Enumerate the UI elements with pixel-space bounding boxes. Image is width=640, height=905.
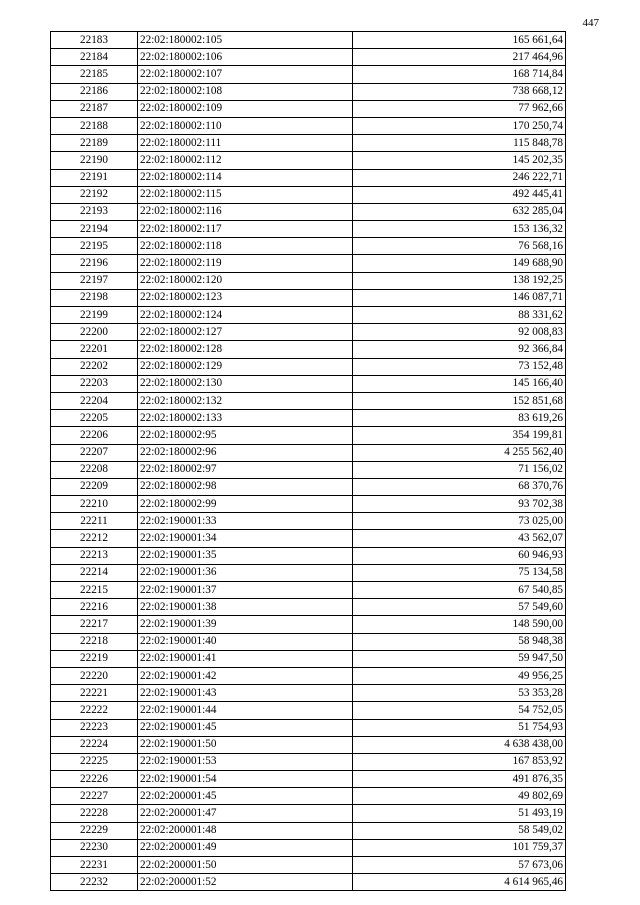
cadastral-number-cell: 22:02:180002:120: [138, 272, 353, 289]
cadastral-value-cell: 51 754,93: [353, 719, 566, 736]
row-number-cell: 22209: [51, 478, 138, 495]
cadastral-number-cell: 22:02:200001:47: [138, 805, 353, 822]
cadastral-number-cell: 22:02:180002:123: [138, 289, 353, 306]
cadastral-number-cell: 22:02:190001:43: [138, 685, 353, 702]
cadastral-number-cell: 22:02:180002:129: [138, 358, 353, 375]
table-row: [51, 203, 566, 220]
table-row: [51, 169, 566, 186]
row-number-cell: 22228: [51, 805, 138, 822]
row-number-cell: 22195: [51, 238, 138, 255]
row-number-cell: 22208: [51, 461, 138, 478]
row-number-cell: 22231: [51, 857, 138, 874]
table-row: [51, 702, 566, 719]
cadastral-number-cell: 22:02:180002:130: [138, 375, 353, 392]
row-number-cell: 22188: [51, 117, 138, 134]
cadastral-value-cell: 138 192,25: [353, 272, 566, 289]
cadastral-value-cell: 146 087,71: [353, 289, 566, 306]
table-row: [51, 66, 566, 83]
table-row: [51, 633, 566, 650]
table-row: [51, 100, 566, 117]
cadastral-number-cell: 22:02:190001:38: [138, 599, 353, 616]
cadastral-value-cell: 73 152,48: [353, 358, 566, 375]
cadastral-number-cell: 22:02:190001:53: [138, 753, 353, 770]
cadastral-number-cell: 22:02:180002:116: [138, 203, 353, 220]
cadastral-number-cell: 22:02:190001:42: [138, 667, 353, 684]
cadastral-number-cell: 22:02:180002:128: [138, 341, 353, 358]
table-row: [51, 582, 566, 599]
cadastral-number-cell: 22:02:190001:44: [138, 702, 353, 719]
table-row: [51, 874, 566, 891]
cadastral-number-cell: 22:02:180002:107: [138, 66, 353, 83]
cadastral-number-cell: 22:02:190001:35: [138, 547, 353, 564]
cadastral-value-cell: 246 222,71: [353, 169, 566, 186]
cadastral-number-cell: 22:02:200001:48: [138, 822, 353, 839]
row-number-cell: 22232: [51, 874, 138, 891]
cadastral-number-cell: 22:02:180002:127: [138, 324, 353, 341]
cadastral-number-cell: 22:02:180002:111: [138, 135, 353, 152]
cadastral-number-cell: 22:02:200001:45: [138, 788, 353, 805]
row-number-cell: 22203: [51, 375, 138, 392]
cadastral-number-cell: 22:02:200001:49: [138, 839, 353, 856]
table-row: [51, 719, 566, 736]
table-row: [51, 444, 566, 461]
cadastral-number-cell: 22:02:190001:39: [138, 616, 353, 633]
table-row: [51, 272, 566, 289]
cadastral-number-cell: 22:02:180002:110: [138, 117, 353, 134]
cadastral-value-cell: 92 366,84: [353, 341, 566, 358]
cadastral-number-cell: 22:02:180002:119: [138, 255, 353, 272]
cadastral-number-cell: 22:02:180002:112: [138, 152, 353, 169]
table-row: [51, 238, 566, 255]
cadastral-number-cell: 22:02:190001:37: [138, 582, 353, 599]
table-row: [51, 530, 566, 547]
cadastral-value-cell: 59 947,50: [353, 650, 566, 667]
table-row: [51, 358, 566, 375]
row-number-cell: 22202: [51, 358, 138, 375]
row-number-cell: 22217: [51, 616, 138, 633]
row-number-cell: 22201: [51, 341, 138, 358]
row-number-cell: 22213: [51, 547, 138, 564]
cadastral-number-cell: 22:02:180002:106: [138, 49, 353, 66]
cadastral-number-cell: 22:02:180002:99: [138, 496, 353, 513]
table-row: [51, 771, 566, 788]
table-row: [51, 616, 566, 633]
cadastral-number-cell: 22:02:180002:115: [138, 186, 353, 203]
cadastral-number-cell: 22:02:190001:41: [138, 650, 353, 667]
table-row: [51, 805, 566, 822]
row-number-cell: 22206: [51, 427, 138, 444]
row-number-cell: 22227: [51, 788, 138, 805]
cadastral-number-cell: 22:02:190001:40: [138, 633, 353, 650]
cadastral-value-cell: 76 568,16: [353, 238, 566, 255]
cadastral-value-cell: 632 285,04: [353, 203, 566, 220]
row-number-cell: 22185: [51, 66, 138, 83]
table-row: [51, 117, 566, 134]
row-number-cell: 22212: [51, 530, 138, 547]
cadastral-value-cell: 93 702,38: [353, 496, 566, 513]
cadastral-value-cell: 60 946,93: [353, 547, 566, 564]
cadastral-value-cell: 148 590,00: [353, 616, 566, 633]
cadastral-value-cell: 92 008,83: [353, 324, 566, 341]
cadastral-value-cell: 738 668,12: [353, 83, 566, 100]
table-row: [51, 461, 566, 478]
cadastral-value-cell: 145 166,40: [353, 375, 566, 392]
cadastral-value-cell: 71 156,02: [353, 461, 566, 478]
row-number-cell: 22193: [51, 203, 138, 220]
cadastral-number-cell: 22:02:190001:33: [138, 513, 353, 530]
table-row: [51, 186, 566, 203]
cadastral-number-cell: 22:02:190001:34: [138, 530, 353, 547]
cadastral-number-cell: 22:02:180002:124: [138, 307, 353, 324]
table-row: [51, 49, 566, 66]
cadastral-value-cell: 58 948,38: [353, 633, 566, 650]
table-row: [51, 307, 566, 324]
table-row: [51, 152, 566, 169]
cadastral-value-cell: 170 250,74: [353, 117, 566, 134]
cadastral-value-cell: 73 025,00: [353, 513, 566, 530]
cadastral-value-cell: 4 255 562,40: [353, 444, 566, 461]
cadastral-value-cell: 77 962,66: [353, 100, 566, 117]
table-row: [51, 135, 566, 152]
row-number-cell: 22191: [51, 169, 138, 186]
row-number-cell: 22215: [51, 582, 138, 599]
row-number-cell: 22214: [51, 564, 138, 581]
table-row: [51, 857, 566, 874]
cadastral-value-cell: 145 202,35: [353, 152, 566, 169]
row-number-cell: 22192: [51, 186, 138, 203]
row-number-cell: 22190: [51, 152, 138, 169]
cadastral-number-cell: 22:02:180002:105: [138, 32, 353, 49]
cadastral-value-cell: 57 549,60: [353, 599, 566, 616]
row-number-cell: 22210: [51, 496, 138, 513]
row-number-cell: 22198: [51, 289, 138, 306]
row-number-cell: 22225: [51, 753, 138, 770]
cadastral-number-cell: 22:02:180002:108: [138, 83, 353, 100]
cadastral-number-cell: 22:02:190001:45: [138, 719, 353, 736]
cadastral-number-cell: 22:02:200001:52: [138, 874, 353, 891]
row-number-cell: 22183: [51, 32, 138, 49]
cadastral-value-cell: 149 688,90: [353, 255, 566, 272]
cadastral-value-cell: 115 848,78: [353, 135, 566, 152]
row-number-cell: 22219: [51, 650, 138, 667]
table-row: [51, 547, 566, 564]
page-number: 447: [582, 17, 599, 29]
cadastral-value-cell: 153 136,32: [353, 221, 566, 238]
row-number-cell: 22199: [51, 307, 138, 324]
table-row: [51, 221, 566, 238]
row-number-cell: 22224: [51, 736, 138, 753]
cadastral-value-cell: 88 331,62: [353, 307, 566, 324]
cadastral-number-cell: 22:02:180002:109: [138, 100, 353, 117]
cadastral-value-cell: 54 752,05: [353, 702, 566, 719]
cadastral-value-cell: 51 493,19: [353, 805, 566, 822]
table-row: [51, 410, 566, 427]
cadastral-number-cell: 22:02:190001:54: [138, 771, 353, 788]
row-number-cell: 22211: [51, 513, 138, 530]
row-number-cell: 22200: [51, 324, 138, 341]
row-number-cell: 22186: [51, 83, 138, 100]
table-row: [51, 341, 566, 358]
row-number-cell: 22226: [51, 771, 138, 788]
cadastral-value-cell: 168 714,84: [353, 66, 566, 83]
table-row: [51, 788, 566, 805]
row-number-cell: 22207: [51, 444, 138, 461]
cadastral-value-cell: 354 199,81: [353, 427, 566, 444]
cadastral-value-cell: 152 851,68: [353, 392, 566, 409]
table-row: [51, 83, 566, 100]
row-number-cell: 22197: [51, 272, 138, 289]
row-number-cell: 22222: [51, 702, 138, 719]
table-row: [51, 564, 566, 581]
cadastral-value-cell: 491 876,35: [353, 771, 566, 788]
cadastral-value-cell: 101 759,37: [353, 839, 566, 856]
cadastral-number-cell: 22:02:180002:118: [138, 238, 353, 255]
row-number-cell: 22223: [51, 719, 138, 736]
cadastral-value-cell: 492 445,41: [353, 186, 566, 203]
cadastral-value-cell: 58 549,02: [353, 822, 566, 839]
table-row: [51, 255, 566, 272]
table-row: [51, 32, 566, 49]
row-number-cell: 22220: [51, 667, 138, 684]
row-number-cell: 22184: [51, 49, 138, 66]
cadastral-value-cell: 57 673,06: [353, 857, 566, 874]
cadastral-value-cell: 4 614 965,46: [353, 874, 566, 891]
cadastral-number-cell: 22:02:190001:50: [138, 736, 353, 753]
table-row: [51, 289, 566, 306]
cadastral-value-table: [50, 31, 566, 891]
table-row: [51, 667, 566, 684]
table-row: [51, 822, 566, 839]
table-row: [51, 599, 566, 616]
row-number-cell: 22196: [51, 255, 138, 272]
cadastral-value-cell: 43 562,07: [353, 530, 566, 547]
cadastral-number-cell: 22:02:200001:50: [138, 857, 353, 874]
cadastral-value-cell: 167 853,92: [353, 753, 566, 770]
cadastral-number-cell: 22:02:180002:133: [138, 410, 353, 427]
table-row: [51, 427, 566, 444]
cadastral-value-cell: 4 638 438,00: [353, 736, 566, 753]
row-number-cell: 22187: [51, 100, 138, 117]
cadastral-number-cell: 22:02:180002:117: [138, 221, 353, 238]
row-number-cell: 22205: [51, 410, 138, 427]
table-row: [51, 375, 566, 392]
cadastral-value-cell: 217 464,96: [353, 49, 566, 66]
cadastral-number-cell: 22:02:180002:98: [138, 478, 353, 495]
cadastral-value-cell: 49 956,25: [353, 667, 566, 684]
table-row: [51, 685, 566, 702]
cadastral-number-cell: 22:02:180002:95: [138, 427, 353, 444]
cadastral-number-cell: 22:02:180002:97: [138, 461, 353, 478]
cadastral-number-cell: 22:02:190001:36: [138, 564, 353, 581]
cadastral-value-cell: 75 134,58: [353, 564, 566, 581]
row-number-cell: 22221: [51, 685, 138, 702]
row-number-cell: 22204: [51, 392, 138, 409]
cadastral-number-cell: 22:02:180002:132: [138, 392, 353, 409]
cadastral-value-cell: 67 540,85: [353, 582, 566, 599]
cadastral-value-cell: 68 370,76: [353, 478, 566, 495]
table-row: [51, 650, 566, 667]
table-row: [51, 753, 566, 770]
row-number-cell: 22194: [51, 221, 138, 238]
table-row: [51, 478, 566, 495]
table-row: [51, 324, 566, 341]
row-number-cell: 22218: [51, 633, 138, 650]
cadastral-number-cell: 22:02:180002:96: [138, 444, 353, 461]
table-row: [51, 392, 566, 409]
table-row: [51, 496, 566, 513]
cadastral-number-cell: 22:02:180002:114: [138, 169, 353, 186]
table-row: [51, 839, 566, 856]
cadastral-value-cell: 49 802,69: [353, 788, 566, 805]
row-number-cell: 22230: [51, 839, 138, 856]
table-body: [51, 32, 566, 891]
row-number-cell: 22216: [51, 599, 138, 616]
cadastral-value-cell: 165 661,64: [353, 32, 566, 49]
row-number-cell: 22189: [51, 135, 138, 152]
cadastral-value-cell: 83 619,26: [353, 410, 566, 427]
row-number-cell: 22229: [51, 822, 138, 839]
table-row: [51, 736, 566, 753]
cadastral-value-cell: 53 353,28: [353, 685, 566, 702]
table-row: [51, 513, 566, 530]
